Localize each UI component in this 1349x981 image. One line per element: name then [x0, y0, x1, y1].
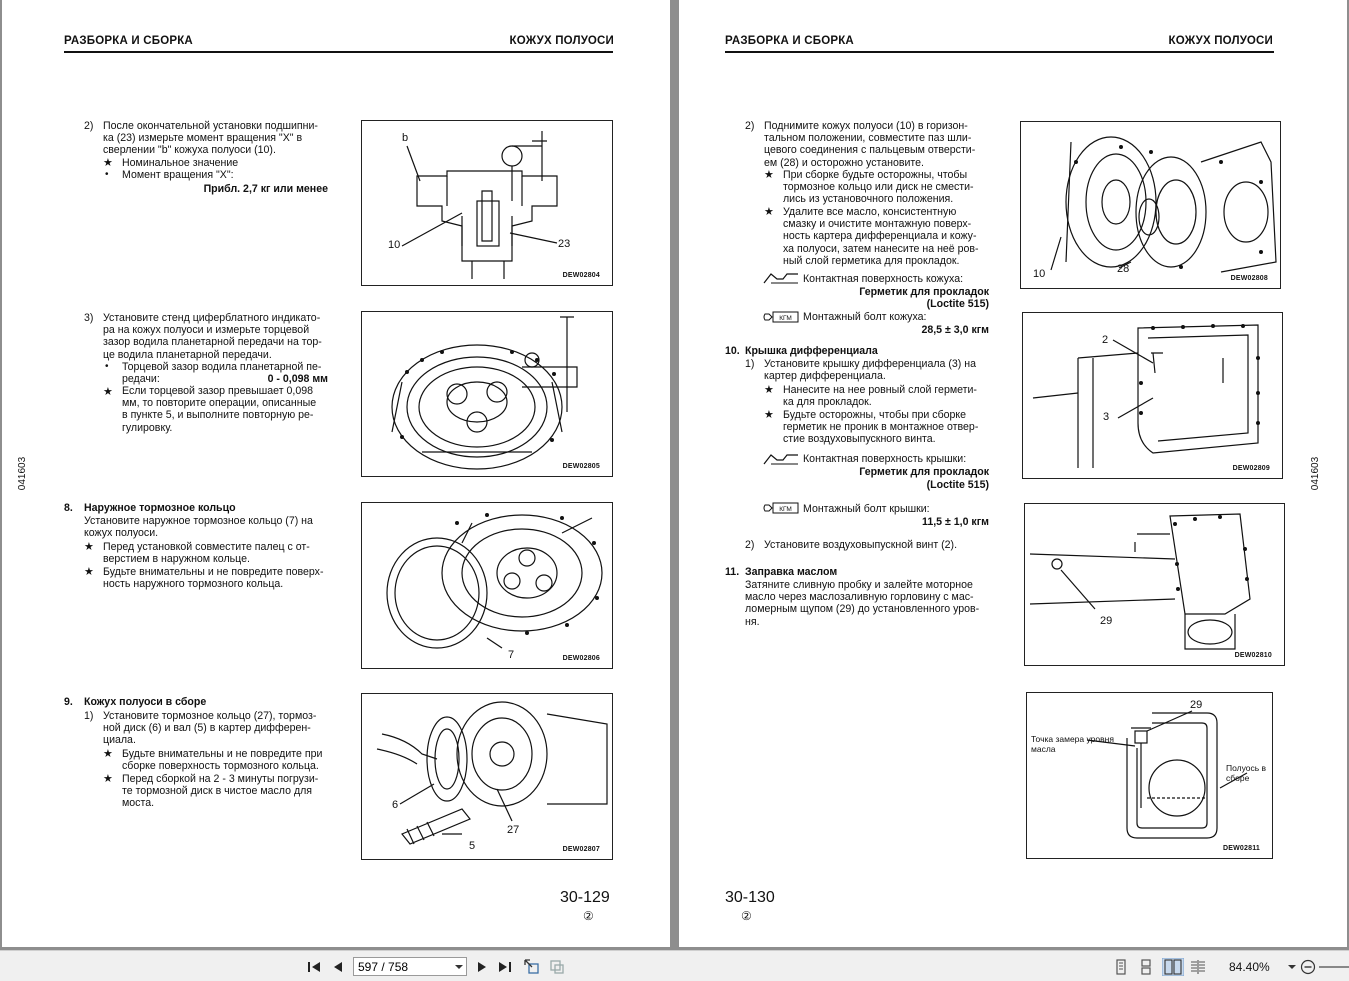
next-page-icon[interactable] — [474, 959, 490, 975]
star-icon: ★ — [764, 169, 774, 181]
figure-drawing — [1023, 313, 1283, 479]
figure-dew02808 — [1020, 121, 1281, 289]
side-code: 041603 — [17, 456, 29, 491]
figure-drawing — [1021, 122, 1281, 289]
star-note: Будьте внимательны и не повредите поверх- ность наружного тормозного кольца. — [103, 566, 324, 591]
callout-label: 29 — [1190, 699, 1203, 711]
star-note: Номинальное значение — [122, 157, 239, 169]
figure-dew02805 — [361, 311, 613, 477]
figure-code: DEW02809 — [1232, 465, 1270, 472]
zoom-out-icon[interactable] — [1300, 959, 1316, 975]
callout-label: 2 — [1102, 334, 1109, 346]
figure-dew02806 — [361, 502, 613, 669]
callout-label: b — [402, 132, 409, 144]
step-number: 2) — [745, 539, 755, 551]
star-icon: ★ — [84, 566, 94, 578]
step-text: Установите тормозное кольцо (27), тормоз- ной диск (6) и вал (5) в картер дифферен- циала. — [103, 710, 317, 747]
callout-label: 3 — [1103, 411, 1110, 423]
continuous-view-icon[interactable] — [1138, 959, 1154, 975]
contact-surface-label: Контактная поверхность крышки: — [803, 453, 967, 465]
star-note: Нанесите на нее ровный слой гермети- ка для прокладок. — [783, 384, 977, 409]
step-text: После окончательной установки подшипни- ка (23) измерьте момент вращения "X" в сверлении "b" кожуха полуоси (10). — [103, 120, 318, 157]
star-icon: ★ — [103, 748, 113, 760]
step-number: 2) — [84, 120, 94, 132]
step-text: Поднимите кожух полуоси (10) в горизон- тальном положении, совместите паз шли- цевого соединения с пальцевым отверсти- ем (28) и осторожно установите. — [764, 120, 976, 169]
star-icon: ★ — [764, 206, 774, 218]
step-number: 3) — [84, 312, 94, 324]
zoom-level[interactable]: 84.40% — [1229, 960, 1270, 974]
section-number: 10. — [725, 345, 740, 357]
first-page-icon[interactable] — [306, 959, 322, 975]
star-note: Если торцевой зазор превышает 0,098 мм, то повторите операции, описанные в пункте 5, и выполните повторную ре- гулировку. — [122, 385, 317, 434]
star-icon: ★ — [103, 157, 113, 169]
bullet-note: Момент вращения "X": — [122, 169, 234, 181]
contact-surface-label: Контактная поверхность кожуха: — [803, 273, 964, 285]
kgm-icon-text: КГМ — [779, 506, 792, 513]
figure-code: DEW02805 — [562, 463, 600, 470]
contact-surface-icon — [763, 452, 799, 466]
star-note: Перед сборкой на 2 - 3 минуты погрузи- те тормозной диск в чистое масло для моста. — [122, 773, 319, 810]
previous-page-icon[interactable] — [330, 959, 346, 975]
section-title: Наружное тормозное кольцо — [84, 502, 236, 514]
go-back-view-icon[interactable] — [524, 959, 540, 975]
callout-label: 23 — [558, 238, 571, 250]
callout-label: 27 — [507, 824, 520, 836]
step-text: Установите воздуховыпускной винт (2). — [764, 539, 958, 551]
step-number: 1) — [745, 358, 755, 370]
page-number: 30-129 — [560, 889, 610, 906]
header-right-title: КОЖУХ ПОЛУОСИ — [1168, 35, 1273, 47]
spec-value: 0 - 0,098 мм — [267, 373, 328, 385]
figure-code: DEW02806 — [562, 655, 600, 662]
section-number: 8. — [64, 502, 73, 514]
last-page-icon[interactable] — [497, 959, 513, 975]
figure-dew02810 — [1024, 503, 1285, 666]
figure-dew02804 — [361, 120, 613, 286]
go-forward-view-icon[interactable] — [549, 959, 565, 975]
callout-label: 10 — [1033, 268, 1046, 280]
header-left-title: РАЗБОРКА И СБОРКА — [725, 35, 854, 47]
bullet-note: Торцевой зазор водила планетарной пе- редачи: — [122, 361, 322, 386]
star-note: Удалите все масло, консистентную смазку и очистите монтажную поверх- ность картера дифференциала и кожу- ха полуоси, затем нанесите на неё ров- ный слой герметика для прокладок. — [783, 206, 979, 267]
figure-code: DEW02804 — [562, 272, 600, 279]
axle-assembly-note: Полуось в сборе — [1226, 763, 1267, 783]
header-left-title: РАЗБОРКА И СБОРКА — [64, 35, 193, 47]
figure-drawing — [362, 694, 613, 860]
page-number: 30-130 — [725, 889, 775, 906]
chevron-down-icon[interactable] — [1287, 962, 1297, 972]
page-number-input[interactable] — [353, 957, 467, 976]
bullet-icon: • — [105, 361, 109, 372]
side-code: 041603 — [1310, 456, 1322, 491]
section-title: Кожух полуоси в сборе — [84, 696, 207, 708]
section-number: 11. — [725, 566, 740, 578]
step-number: 2) — [745, 120, 755, 132]
section-number: 9. — [64, 696, 73, 708]
star-note: Перед установкой совместите палец с от- верстием в наружном кольце. — [103, 541, 310, 566]
torque-wrench-icon — [763, 310, 799, 324]
step-text: Установите крышку дифференциала (3) на картер дифференциала. — [764, 358, 977, 383]
kgm-icon-text: КГМ — [779, 315, 792, 322]
figure-drawing — [362, 503, 613, 669]
torque-label: Монтажный болт крышки: — [803, 503, 930, 515]
torque-value: 28,5 ± 3,0 кгм — [921, 324, 989, 336]
callout-label: 5 — [469, 840, 476, 852]
zoom-slider[interactable] — [1319, 966, 1349, 968]
section-text: Затяните сливную пробку и залейте моторное масло через маслозаливную горловину с мас- ломерным щупом (29) до установленного уров- ня. — [745, 579, 980, 628]
step-text: Установите стенд циферблатного индикато- ра на кожух полуоси и измерьте торцевой зазор водила планетарной передачи на тор- це водила планетарной передачи. — [103, 312, 322, 361]
bullet-icon: • — [105, 169, 109, 180]
section-title: Заправка маслом — [745, 566, 838, 578]
star-icon: ★ — [764, 384, 774, 396]
callout-label: 6 — [392, 799, 399, 811]
figure-drawing — [362, 121, 613, 286]
spec-value: Прибл. 2,7 кг или менее — [203, 183, 328, 195]
sealant-name: Герметик для прокладок — [859, 286, 989, 298]
callout-label: 28 — [1117, 263, 1130, 275]
figure-dew02807 — [361, 693, 613, 860]
page-right — [679, 0, 1347, 947]
torque-wrench-icon — [763, 501, 799, 515]
header-rule — [725, 51, 1274, 53]
star-icon: ★ — [84, 541, 94, 553]
two-page-continuous-icon[interactable] — [1190, 959, 1206, 975]
star-icon: ★ — [764, 409, 774, 421]
callout-label: 29 — [1100, 615, 1113, 627]
section-text: Установите наружное тормозное кольцо (7) на кожух полуоси. — [84, 515, 313, 540]
page-left — [2, 0, 670, 947]
sealant-code: (Loctite 515) — [926, 298, 989, 310]
section-title: Крышка дифференциала — [745, 345, 878, 357]
level-point-note: Точка замера уровня масла — [1031, 734, 1114, 754]
figure-drawing — [1025, 504, 1285, 666]
torque-label: Монтажный болт кожуха: — [803, 311, 927, 323]
header-rule — [64, 51, 613, 53]
single-page-view-icon[interactable] — [1113, 959, 1129, 975]
figure-drawing — [362, 312, 613, 477]
torque-value: 11,5 ± 1,0 кгм — [922, 516, 989, 528]
figure-code: DEW02808 — [1230, 275, 1268, 282]
star-note: Будьте осторожны, чтобы при сборке герметик не проник в монтажное отвер- стие воздуховыпускного винта. — [783, 409, 979, 446]
star-note: Будьте внимательны и не повредите при сборке поверхность тормозного кольца. — [122, 748, 323, 773]
sealant-name: Герметик для прокладок — [859, 466, 989, 478]
revision-mark: ② — [741, 909, 752, 923]
revision-mark: ② — [583, 909, 594, 923]
figure-code: DEW02811 — [1222, 845, 1260, 852]
callout-label: 7 — [508, 649, 515, 661]
viewer-toolbar — [0, 950, 1349, 981]
figure-code: DEW02807 — [562, 846, 600, 853]
step-number: 1) — [84, 710, 94, 722]
contact-surface-icon — [763, 271, 799, 285]
figure-dew02809 — [1022, 312, 1283, 479]
callout-label: 10 — [388, 239, 401, 251]
star-note: При сборке будьте осторожны, чтобы тормозное кольцо или диск не смести- лись из установочного положения. — [783, 169, 974, 206]
sealant-code: (Loctite 515) — [926, 479, 989, 491]
chevron-down-icon[interactable] — [454, 962, 464, 972]
two-page-view-icon[interactable] — [1162, 958, 1184, 976]
star-icon: ★ — [103, 773, 113, 785]
header-right-title: КОЖУХ ПОЛУОСИ — [509, 35, 614, 47]
figure-dew02811 — [1026, 692, 1273, 859]
star-icon: ★ — [103, 386, 113, 398]
figure-code: DEW02810 — [1234, 652, 1272, 659]
